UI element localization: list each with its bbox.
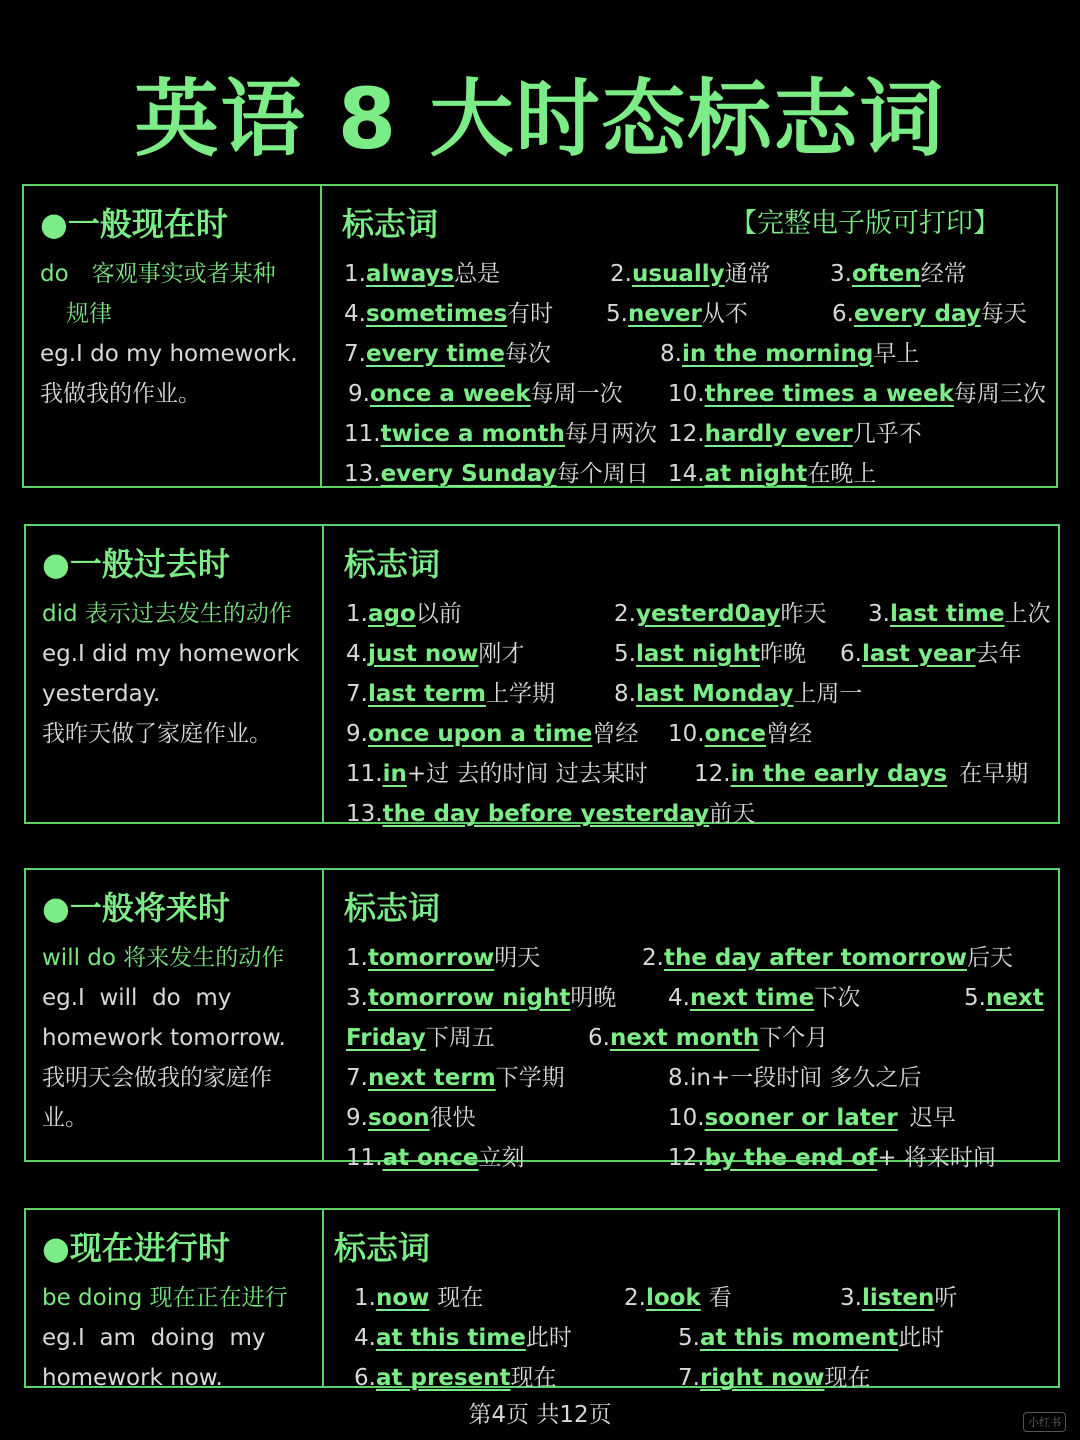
word-row bbox=[342, 334, 1038, 374]
example-translation: 我昨天做了家庭作业。 bbox=[42, 721, 272, 747]
example-sentence-cont: homework tomorrow. bbox=[42, 1025, 286, 1051]
word-row bbox=[344, 794, 1040, 834]
signal-word: 6.last year去年 bbox=[840, 641, 1022, 667]
section-present-continuous bbox=[24, 1208, 1060, 1391]
signal-word: 4.next time下次 bbox=[668, 985, 861, 1011]
example-sentence: eg.I do my homework. bbox=[40, 341, 298, 367]
tense-panel bbox=[26, 526, 324, 822]
example-sentence: eg.I will do my bbox=[42, 985, 232, 1011]
signal-words-heading: 标志词 bbox=[344, 889, 441, 927]
signal-word: 4.at this time此时 bbox=[354, 1325, 572, 1351]
section-simple-present bbox=[22, 184, 1058, 488]
signal-word: 7.every time每次 bbox=[344, 341, 551, 367]
word-row bbox=[344, 674, 1040, 714]
signal-word: 6.next month下个月 bbox=[588, 1025, 829, 1051]
usage-text: be doing 现在正在进行 bbox=[42, 1285, 288, 1311]
example-translation-cont: 业。 bbox=[42, 1105, 88, 1131]
signal-word: 3.listen听 bbox=[840, 1285, 958, 1311]
tense-panel bbox=[26, 1210, 324, 1391]
signal-word: 9.once upon a time曾经 bbox=[346, 721, 639, 747]
tense-panel bbox=[26, 870, 324, 1160]
word-row bbox=[344, 1098, 1040, 1138]
signal-word: 7.next term下学期 bbox=[346, 1065, 565, 1091]
word-row bbox=[342, 294, 1038, 334]
signal-word: 2.usually通常 bbox=[610, 261, 771, 287]
tense-title: ●现在进行时 bbox=[42, 1229, 230, 1267]
signal-word: 12.in the early days 在早期 bbox=[694, 761, 1029, 787]
signal-word: 2.look 看 bbox=[624, 1285, 732, 1311]
section-simple-past bbox=[24, 524, 1060, 827]
print-note: 【完整电子版可打印】 bbox=[730, 208, 1000, 239]
example-sentence: eg.I am doing my bbox=[42, 1325, 266, 1351]
usage-text-cont: 规律 bbox=[66, 301, 112, 327]
signal-words-heading: 标志词 bbox=[334, 1229, 431, 1267]
signal-word: 2.yesterd0ay昨天 bbox=[614, 601, 827, 627]
signal-word: 5.never从不 bbox=[606, 301, 748, 327]
page-title: 英语 8 大时态标志词 bbox=[134, 70, 946, 168]
word-row bbox=[334, 1358, 1040, 1398]
tense-title: ●一般现在时 bbox=[40, 205, 228, 243]
signal-word: 9.once a week每周一次 bbox=[348, 381, 623, 407]
word-row bbox=[344, 754, 1040, 794]
signal-word: 4.sometimes有时 bbox=[344, 301, 554, 327]
usage-text: did 表示过去发生的动作 bbox=[42, 601, 292, 627]
signal-word: 8.in the morning早上 bbox=[660, 341, 920, 367]
signal-word: 7.last term上学期 bbox=[346, 681, 555, 707]
signal-words-panel bbox=[324, 870, 1058, 1171]
signal-word: 11.twice a month每月两次 bbox=[344, 421, 657, 447]
signal-word: 8.in+一段时间 多久之后 bbox=[668, 1065, 922, 1091]
signal-word: 3.last time上次 bbox=[868, 601, 1051, 627]
word-row bbox=[344, 714, 1040, 754]
example-sentence: eg.I did my homework bbox=[42, 641, 300, 667]
example-translation: 我做我的作业。 bbox=[40, 381, 201, 407]
word-row bbox=[344, 594, 1051, 634]
signal-word: 1.tomorrow明天 bbox=[346, 945, 541, 971]
signal-word: Friday下周五 bbox=[346, 1025, 495, 1051]
word-row bbox=[344, 1018, 1040, 1058]
signal-word: 13.the day before yesterday前天 bbox=[346, 801, 756, 827]
example-translation: 我明天会做我的家庭作 bbox=[42, 1065, 272, 1091]
example-sentence-cont: homework now. bbox=[42, 1365, 223, 1391]
signal-word: 13.every Sunday每个周日 bbox=[344, 461, 649, 487]
tense-title: ●一般将来时 bbox=[42, 889, 230, 927]
word-row bbox=[344, 1138, 1040, 1178]
signal-word: 10.sooner or later 迟早 bbox=[668, 1105, 956, 1131]
signal-word: 2.the day after tomorrow后天 bbox=[642, 945, 1013, 971]
signal-word: 3.often经常 bbox=[830, 261, 967, 287]
signal-word: 3.tomorrow night明晚 bbox=[346, 985, 617, 1011]
word-row bbox=[344, 938, 1040, 978]
signal-word: 10.once曾经 bbox=[668, 721, 812, 747]
word-row bbox=[342, 254, 1038, 294]
signal-word: 1.now 现在 bbox=[354, 1285, 484, 1311]
word-row bbox=[344, 1058, 1040, 1098]
signal-word: 12.hardly ever几乎不 bbox=[668, 421, 922, 447]
signal-word: 5.last night昨晚 bbox=[614, 641, 807, 667]
signal-word: 6.at present现在 bbox=[354, 1365, 557, 1391]
signal-word: 14.at night在晚上 bbox=[668, 461, 877, 487]
watermark-logo: 小红书 bbox=[1023, 1412, 1066, 1432]
word-row bbox=[344, 634, 1040, 674]
signal-word: 7.right now现在 bbox=[678, 1365, 871, 1391]
example-sentence-cont: yesterday. bbox=[42, 681, 161, 707]
signal-word: 11.at once立刻 bbox=[346, 1145, 525, 1171]
word-row bbox=[334, 1318, 1040, 1358]
signal-word: 1.always总是 bbox=[344, 261, 501, 287]
tense-panel bbox=[24, 186, 322, 486]
page-indicator: 第4页 共12页 bbox=[468, 1402, 612, 1428]
section-simple-future bbox=[24, 868, 1060, 1171]
word-row bbox=[342, 374, 1046, 414]
signal-words-panel bbox=[322, 186, 1056, 486]
word-row bbox=[342, 414, 1038, 454]
usage-text: will do 将来发生的动作 bbox=[42, 945, 285, 971]
signal-word: 6.every day每天 bbox=[832, 301, 1027, 327]
signal-words-heading: 标志词 bbox=[344, 545, 441, 583]
signal-word: 8.last Monday上周一 bbox=[614, 681, 863, 707]
usage-text: do 客观事实或者某种 bbox=[40, 261, 276, 287]
word-row bbox=[334, 1278, 1040, 1318]
signal-word: 5.next bbox=[964, 985, 1044, 1011]
signal-word: 4.just now刚才 bbox=[346, 641, 525, 667]
tense-title: ●一般过去时 bbox=[42, 545, 230, 583]
signal-words-panel bbox=[324, 526, 1058, 827]
word-row bbox=[342, 454, 1038, 494]
signal-words-heading: 标志词 bbox=[342, 205, 439, 243]
word-row bbox=[344, 978, 1044, 1018]
signal-word: 5.at this moment此时 bbox=[678, 1325, 945, 1351]
signal-word: 9.soon很快 bbox=[346, 1105, 476, 1131]
signal-word: 11.in+过 去的时间 过去某时 bbox=[346, 761, 648, 787]
signal-word: 10.three times a week每周三次 bbox=[668, 381, 1046, 407]
signal-word: 12.by the end of+ 将来时间 bbox=[668, 1145, 996, 1171]
signal-words-panel bbox=[324, 1210, 1058, 1391]
signal-word: 1.ago以前 bbox=[346, 601, 462, 627]
